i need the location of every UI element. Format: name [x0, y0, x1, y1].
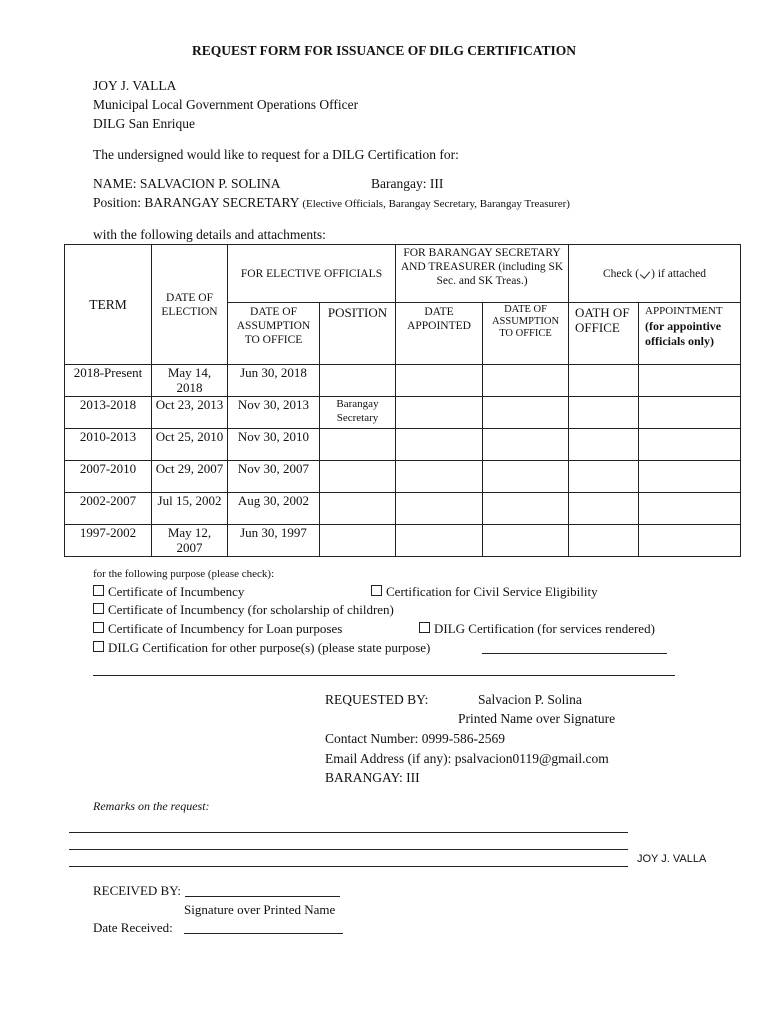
cell-appointment[interactable]: [639, 461, 741, 493]
cell-assumption: Jun 30, 1997: [228, 525, 320, 557]
printed-name-caption: Printed Name over Signature: [458, 711, 616, 726]
table-row: [65, 461, 741, 493]
cell-assumption: Aug 30, 2002: [228, 493, 320, 525]
cell-election: May 12, 2007: [152, 525, 228, 557]
remarks-line[interactable]: [69, 832, 628, 833]
signatory-name: JOY J. VALLA: [637, 853, 707, 865]
header-elective-officials: FOR ELECTIVE OFFICIALS: [228, 245, 396, 303]
cell-election: Oct 25, 2010: [152, 429, 228, 461]
purpose-option-label: Certificate of Incumbency (for scholarship of children): [108, 602, 394, 617]
cell-assumption: Jun 30, 2018: [228, 365, 320, 397]
cell-date-appointed: [396, 525, 483, 557]
cell-appointment[interactable]: [639, 365, 741, 397]
date-received-field[interactable]: [184, 933, 343, 934]
cell-oath[interactable]: [569, 365, 639, 397]
email-value: psalvacion0119@gmail.com: [454, 751, 609, 766]
check-header-post: ) if attached: [651, 267, 707, 280]
cell-term: 2007-2010: [65, 461, 152, 493]
purpose-option-services-rendered[interactable]: [419, 621, 655, 637]
cell-term: 1997-2002: [65, 525, 152, 557]
remarks-line[interactable]: [69, 866, 628, 867]
email-label: Email Address (if any):: [325, 751, 452, 766]
requester-barangay: BARANGAY: III: [325, 770, 420, 785]
addressee-position: Municipal Local Government Operations Officer: [93, 97, 359, 112]
purpose-intro: for the following purpose (please check):: [93, 568, 275, 580]
header-appointment: [639, 303, 741, 365]
purpose-option-label: Certificate of Incumbency for Loan purposes: [108, 621, 343, 636]
header-date-appointed: DATE APPOINTED: [396, 303, 483, 365]
table-row: [65, 365, 741, 397]
cell-assumption: Nov 30, 2007: [228, 461, 320, 493]
remarks-label-text: Remarks on the request:: [93, 799, 210, 813]
cell-date-appointed: [396, 461, 483, 493]
purpose-option-scholarship[interactable]: [93, 602, 394, 618]
cell-election: May 14, 2018: [152, 365, 228, 397]
details-table: [64, 244, 741, 557]
position-note: (Elective Officials, Barangay Secretary, Barangay Treasurer): [302, 198, 570, 210]
cell-oath[interactable]: [569, 493, 639, 525]
purpose-option-incumbency[interactable]: [93, 584, 244, 600]
cell-term: 2013-2018: [65, 397, 152, 429]
contact-value: 0999-586-2569: [421, 731, 505, 746]
cell-appointment[interactable]: [639, 397, 741, 429]
other-purpose-field[interactable]: [482, 653, 667, 654]
other-purpose-field-continuation[interactable]: [93, 675, 675, 676]
page-title: REQUEST FORM FOR ISSUANCE OF DILG CERTIFICATION: [191, 43, 577, 58]
cell-position: [320, 525, 396, 557]
purpose-option-label: DILG Certification for other purpose(s) (please state purpose): [108, 640, 431, 655]
cell-oath[interactable]: [569, 397, 639, 429]
cell-date-assumption-secretary: [483, 397, 569, 429]
header-check-if-attached: [569, 245, 741, 303]
cell-date-assumption-secretary: [483, 493, 569, 525]
position-label: Position:: [93, 195, 142, 210]
purpose-option-label: Certification for Civil Service Eligibility: [386, 584, 598, 599]
header-date-of-assumption-secretary: DATE OF ASSUMPTION TO OFFICE: [483, 303, 569, 365]
checkbox-icon[interactable]: [93, 585, 104, 596]
cell-appointment[interactable]: [639, 493, 741, 525]
cell-assumption: Nov 30, 2010: [228, 429, 320, 461]
cell-election: Jul 15, 2002: [152, 493, 228, 525]
cell-oath[interactable]: [569, 461, 639, 493]
table-row: [65, 397, 741, 429]
barangay-label: Barangay:: [371, 176, 427, 191]
date-received-label: Date Received:: [93, 920, 173, 935]
cell-election: Oct 23, 2013: [152, 397, 228, 429]
cell-term: 2002-2007: [65, 493, 152, 525]
name-line: [93, 176, 281, 192]
cell-date-assumption-secretary: [483, 461, 569, 493]
purpose-option-label: Certificate of Incumbency: [108, 584, 245, 599]
cell-term: 2018-Present: [65, 365, 152, 397]
received-by-label: RECEIVED BY:: [93, 883, 181, 898]
header-position: POSITION: [320, 303, 396, 365]
cell-date-appointed: [396, 365, 483, 397]
position-line: [93, 195, 570, 211]
barangay-line: [371, 176, 443, 192]
purpose-option-civil-service[interactable]: [371, 584, 598, 600]
cell-date-assumption-secretary: [483, 365, 569, 397]
signature-caption: Signature over Printed Name: [184, 902, 336, 917]
header-oath-of-office: OATH OF OFFICE: [569, 303, 639, 365]
addressee-name: JOY J. VALLA: [93, 78, 177, 93]
cell-term: 2010-2013: [65, 429, 152, 461]
header-term: TERM: [65, 245, 152, 365]
header-date-of-election: DATE OF ELECTION: [152, 245, 228, 365]
header-date-of-assumption: DATE OF ASSUMPTION TO OFFICE: [228, 303, 320, 365]
remarks-line[interactable]: [69, 849, 628, 850]
details-intro: with the following details and attachments:: [93, 227, 326, 242]
cell-date-assumption-secretary: [483, 429, 569, 461]
checkbox-icon[interactable]: [93, 641, 104, 652]
cell-oath[interactable]: [569, 525, 639, 557]
purpose-option-other[interactable]: [93, 640, 430, 656]
cell-position: [320, 461, 396, 493]
checkbox-icon[interactable]: [93, 622, 104, 633]
cell-position: [320, 493, 396, 525]
cell-date-appointed: [396, 429, 483, 461]
received-by-field[interactable]: [185, 896, 340, 897]
remarks-label: [93, 799, 210, 814]
header-secretary-treasurer: FOR BARANGAY SECRETARY AND TREASURER (including SK Sec. and SK Treas.): [396, 245, 569, 303]
purpose-option-loan[interactable]: [93, 621, 342, 637]
position-value: BARANGAY SECRETARY: [144, 195, 299, 210]
cell-oath[interactable]: [569, 429, 639, 461]
barangay-value: III: [429, 176, 444, 191]
checkbox-icon[interactable]: [93, 603, 104, 614]
cell-date-assumption-secretary: [483, 525, 569, 557]
name-value: SALVACION P. SOLINA: [139, 176, 281, 191]
email-line: [325, 751, 609, 767]
checkbox-icon[interactable]: [371, 585, 382, 596]
check-mark-icon: [640, 268, 650, 279]
appointment-note: (for appointive officials only): [645, 319, 722, 348]
cell-date-appointed: [396, 397, 483, 429]
table-row: [65, 525, 741, 557]
checkbox-icon[interactable]: [419, 622, 430, 633]
cell-assumption: Nov 30, 2013: [228, 397, 320, 429]
appointment-label: APPOINTMENT: [645, 305, 723, 317]
purpose-option-label: DILG Certification (for services rendered): [434, 621, 655, 636]
table-row: [65, 493, 741, 525]
cell-appointment[interactable]: [639, 525, 741, 557]
cell-position: Barangay Secretary: [320, 397, 396, 429]
requested-by-name: Salvacion P. Solina: [478, 692, 582, 707]
cell-election: Oct 29, 2007: [152, 461, 228, 493]
name-label: NAME:: [93, 176, 137, 191]
cell-appointment[interactable]: [639, 429, 741, 461]
table-row: [65, 429, 741, 461]
contact-label: Contact Number:: [325, 731, 419, 746]
contact-line: [325, 731, 505, 747]
check-header-pre: Check (: [603, 267, 640, 280]
cell-position: [320, 365, 396, 397]
cell-date-appointed: [396, 493, 483, 525]
addressee-office: DILG San Enrique: [93, 116, 195, 131]
intro-text: The undersigned would like to request for a DILG Certification for:: [93, 147, 459, 162]
cell-position: [320, 429, 396, 461]
requested-by-label: REQUESTED BY:: [325, 692, 429, 707]
